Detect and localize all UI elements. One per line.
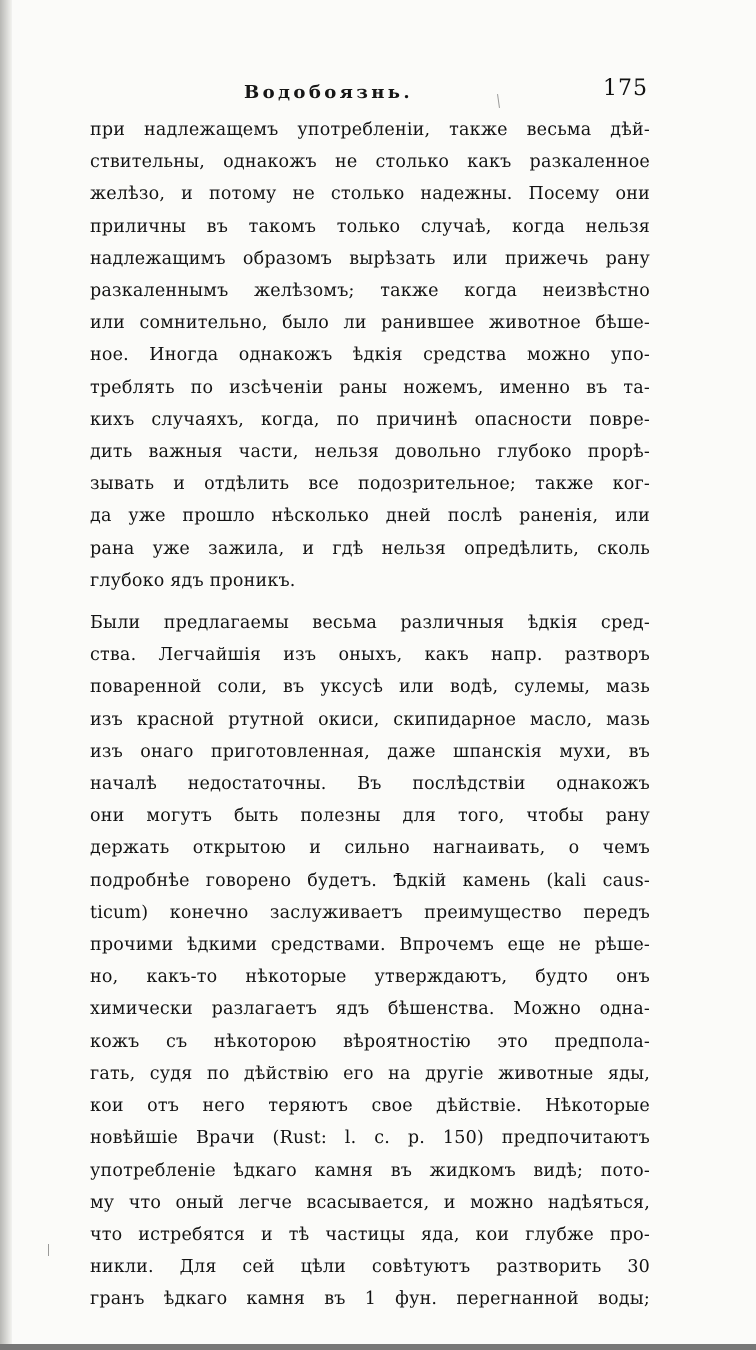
text-line: кои отъ него теряютъ свое дѣйствіе. Нѣкоторые bbox=[90, 1096, 650, 1117]
text-line: дить важныя части, нельзя довольно глубоко прорѣ- bbox=[90, 442, 650, 463]
text-line: да уже прошло нѣсколько дней послѣ раненія, или bbox=[90, 506, 650, 527]
scan-scratch bbox=[48, 1244, 49, 1256]
text-line: началѣ недостаточны. Въ послѣдствіи однакожъ bbox=[90, 774, 650, 795]
text-line: никли. Для сей цѣли совѣтуютъ разтворить 30 bbox=[90, 1257, 650, 1278]
text-line: ствительны, однакожъ не столько какъ разкаленное bbox=[90, 152, 650, 173]
text-line: химически разлагаетъ ядъ бѣшенства. Можно одна- bbox=[90, 999, 650, 1020]
running-title: Водобоязнь. bbox=[244, 82, 414, 103]
text-line: кожъ съ нѣкоторою вѣроятностію это предпола- bbox=[90, 1031, 650, 1052]
text-line: Были предлагаемы весьма различныя ѣдкія сред- bbox=[90, 613, 650, 634]
text-line: гать, судя по дѣйствію его на другіе животные яды, bbox=[90, 1063, 650, 1084]
paragraph-gap bbox=[90, 597, 650, 607]
text-line: разкаленнымъ желѣзомъ; также когда неизвѣстно bbox=[90, 281, 650, 302]
text-line: желѣзо, и потому не столько надежны. Посему они bbox=[90, 184, 650, 205]
text-line: изъ онаго приготовленная, даже шпанскія мухи, въ bbox=[90, 741, 650, 762]
text-line: рана уже зажила, и гдѣ нельзя опредѣлить, сколь bbox=[90, 538, 650, 559]
page-edge-shadow bbox=[0, 0, 12, 1350]
text-line: новѣйшіе Врачи (Rust: l. c. p. 150) предпочитаютъ bbox=[90, 1128, 650, 1149]
text-line: поваренной соли, въ уксусѣ или водѣ, сулемы, мазь bbox=[90, 677, 650, 698]
text-line: прочими ѣдкими средствами. Впрочемъ еще не рѣше- bbox=[90, 935, 650, 956]
text-line: ticum) конечно заслуживаетъ преимущество передъ bbox=[90, 902, 650, 923]
text-line: приличны въ такомъ только случаѣ, когда нельзя bbox=[90, 216, 650, 237]
text-line: что истребятся и тѣ частицы яда, кои глубже про- bbox=[90, 1224, 650, 1245]
text-line: зывать и отдѣлить все подозрительное; также ког- bbox=[90, 474, 650, 495]
text-line: они могутъ быть полезны для того, чтобы рану bbox=[90, 806, 650, 827]
text-line: держать открытою и сильно нагнаивать, о чемъ bbox=[90, 838, 650, 859]
running-head bbox=[0, 76, 756, 112]
body-text bbox=[90, 114, 650, 1316]
text-line: употребленіе ѣдкаго камня въ жидкомъ видѣ; пото- bbox=[90, 1160, 650, 1181]
text-line: глубоко ядъ проникъ. bbox=[90, 570, 296, 591]
text-line: надлежащимъ образомъ вырѣзать или прижечь рану bbox=[90, 248, 650, 269]
text-line: ное. Иногда однакожъ ѣдкія средства можно упо- bbox=[90, 345, 650, 366]
text-line: ства. Легчайшія изъ оныхъ, какъ напр. разтворъ bbox=[90, 645, 650, 666]
text-line: но, какъ-то нѣкоторые утверждаютъ, будто онъ bbox=[90, 967, 650, 988]
text-line: изъ красной ртутной окиси, скипидарное масло, мазь bbox=[90, 709, 650, 730]
text-line: или сомнительно, было ли ранившее животное бѣше- bbox=[90, 313, 650, 334]
text-line: треблять по изсѣченіи раны ножемъ, именно въ та- bbox=[90, 377, 650, 398]
text-line: при надлежащемъ употребленіи, также весьма дѣй- bbox=[90, 120, 650, 140]
text-line: му что оный легче всасывается, и можно надѣяться, bbox=[90, 1192, 650, 1213]
page-number: 175 bbox=[603, 76, 648, 101]
text-line: подробнѣе говорено будетъ. Ѣдкій камень (kali caus- bbox=[90, 870, 650, 891]
text-line: кихъ случаяхъ, когда, по причинѣ опасности повре- bbox=[90, 409, 650, 430]
text-line: гранъ ѣдкаго камня въ 1 фун. перегнанной воды; bbox=[90, 1289, 650, 1310]
bottom-rule bbox=[0, 1344, 756, 1350]
